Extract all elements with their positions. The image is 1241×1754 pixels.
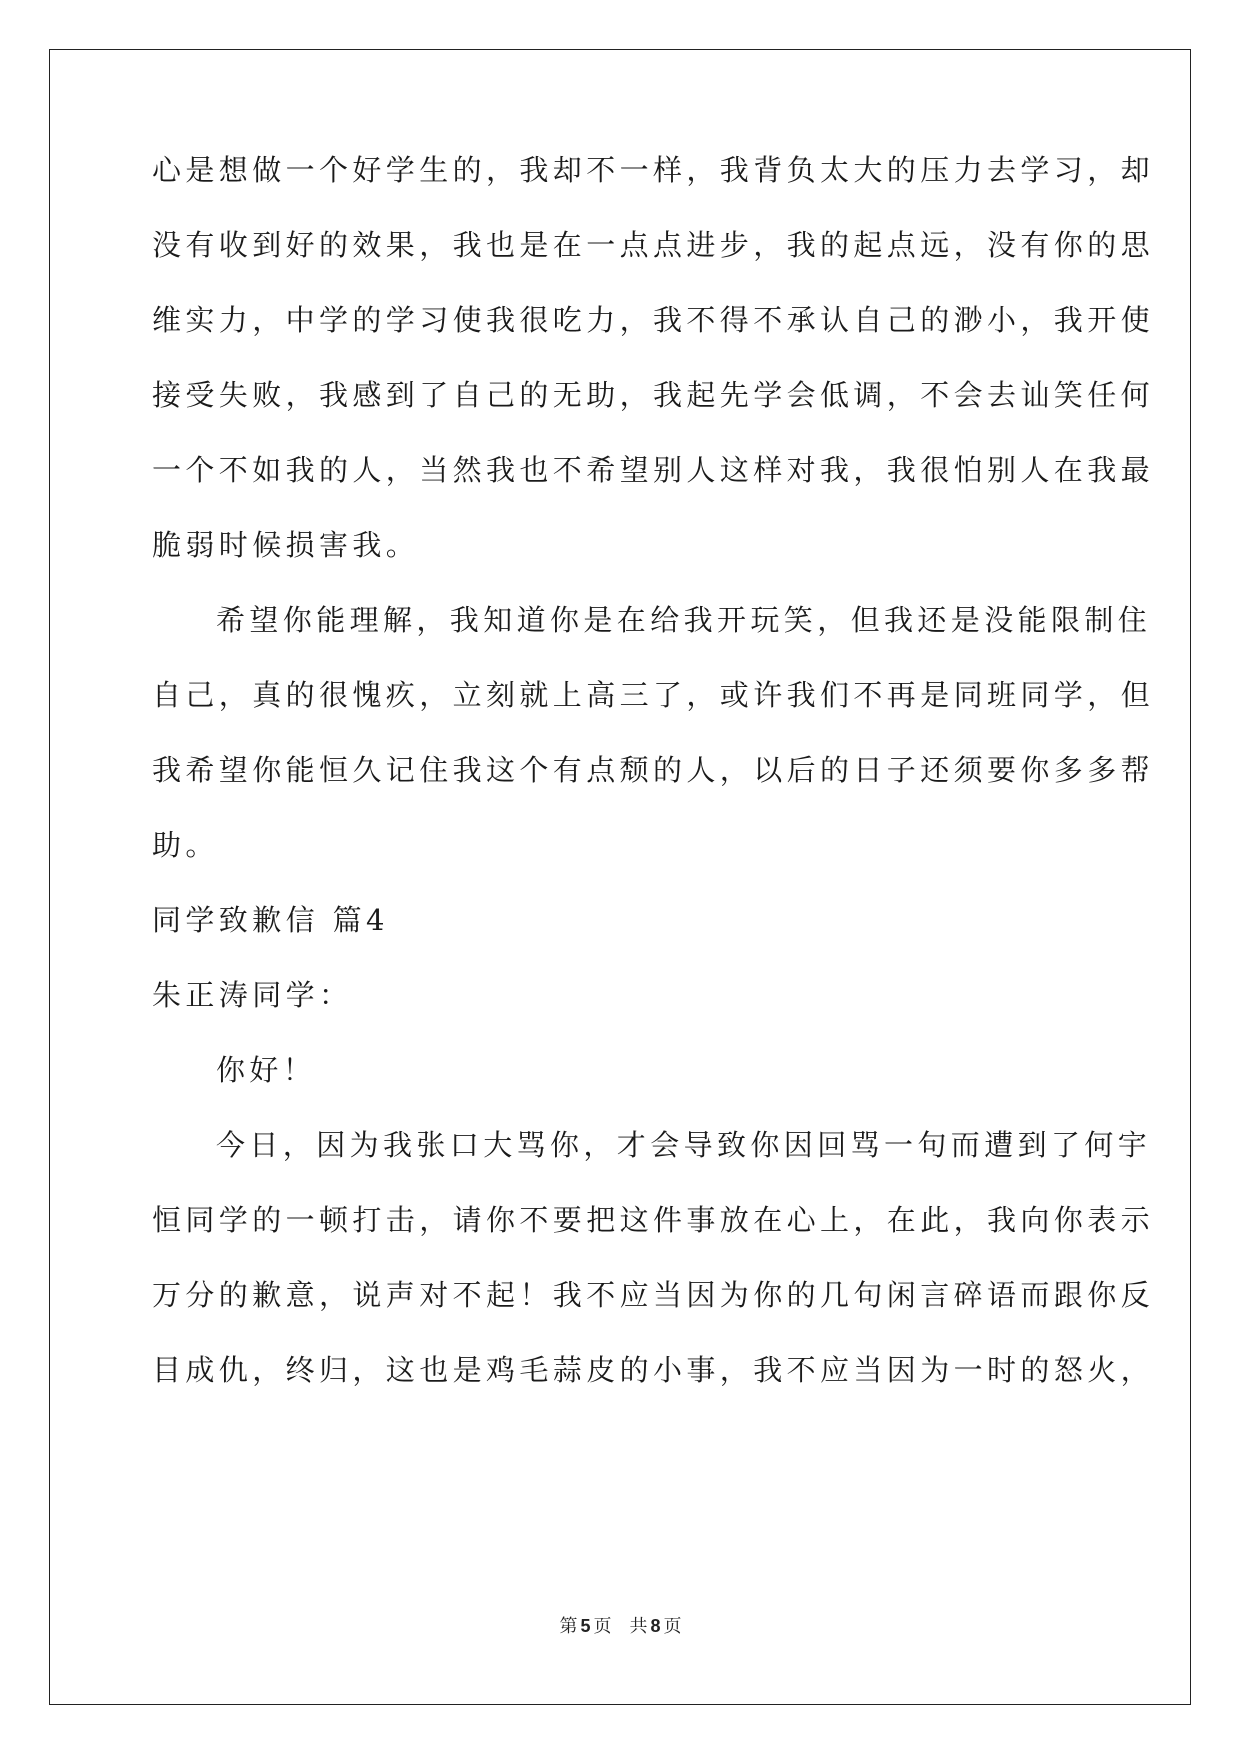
footer-total-prefix: 共 [629,1616,648,1637]
text-line: 朱正涛同学： [152,978,353,1012]
text-line: 今日，因为我张口大骂你，才会导致你因回骂一句而遭到了何宇 [216,1128,1152,1162]
text-line: 脆弱时候损害我。 [152,528,420,562]
footer-prefix: 第 [559,1616,578,1637]
text-line: 万分的歉意，说声对不起！我不应当因为你的几句闲言碎语而跟你反 [152,1278,1155,1312]
document-body [152,133,1155,1408]
text-line: 没有收到好的效果，我也是在一点点进步，我的起点远，没有你的思 [152,228,1155,262]
paragraph [152,133,1155,583]
paragraph [152,958,1092,1033]
paragraph [152,1108,1155,1408]
paragraph [152,583,1155,883]
text-line: 自己，真的很愧疚，立刻就上高三了，或许我们不再是同班同学，但 [152,678,1155,712]
text-line: 接受失败，我感到了自己的无助，我起先学会低调，不会去讪笑任何 [152,378,1155,412]
total-page-number: 8 [650,1616,661,1636]
text-line: 同学致歉信 篇4 [152,903,389,937]
footer-page-unit: 页 [593,1616,612,1637]
page-footer [0,1612,1241,1638]
text-line: 恒同学的一顿打击，请你不要把这件事放在心上，在此，我向你表示 [152,1203,1155,1237]
footer-total-unit: 页 [663,1616,682,1637]
text-line: 我希望你能恒久记住我这个有点颓的人，以后的日子还须要你多多帮 [152,753,1155,787]
text-line: 你好！ [216,1053,317,1087]
text-line: 维实力，中学的学习使我很吃力，我不得不承认自己的渺小，我开使 [152,303,1155,337]
text-line: 助。 [152,828,219,862]
current-page-number: 5 [580,1616,591,1636]
text-line: 心是想做一个好学生的，我却不一样，我背负太大的压力去学习，却 [152,153,1155,187]
text-line: 目成仇，终归，这也是鸡毛蒜皮的小事，我不应当因为一时的怒火， [152,1353,1155,1387]
text-line: 一个不如我的人，当然我也不希望别人这样对我，我很怕别人在我最 [152,453,1155,487]
text-line: 希望你能理解，我知道你是在给我开玩笑，但我还是没能限制住 [216,603,1152,637]
paragraph [152,1033,1092,1108]
paragraph [152,883,1092,958]
